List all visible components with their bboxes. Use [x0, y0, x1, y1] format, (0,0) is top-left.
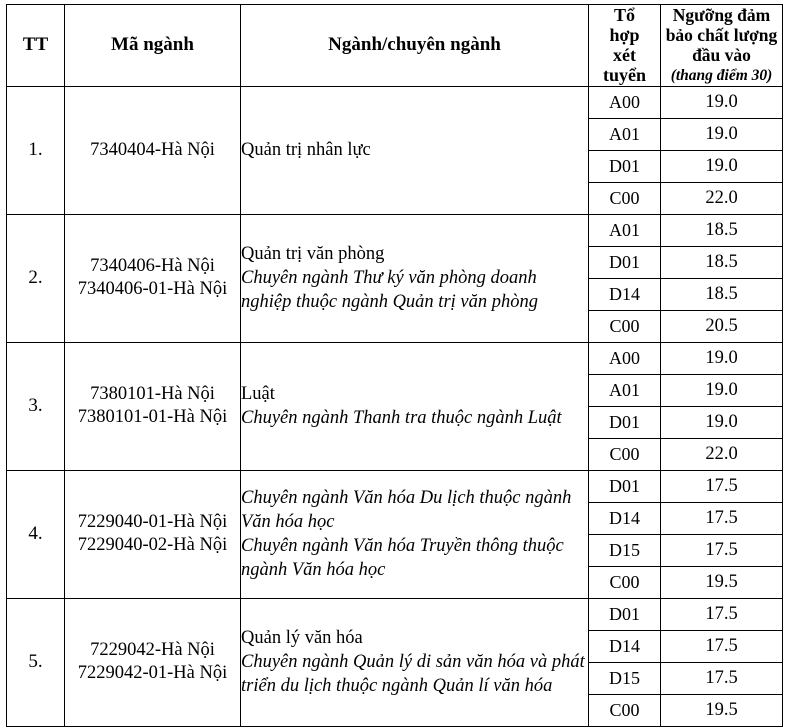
specialization-text: Chuyên ngành Quản lý di sản văn hóa và phát triển du lịch thuộc ngành Quản lí văn hóa [241, 652, 585, 697]
header-threshold-line-2: bảo chất lượng [665, 25, 778, 46]
row-index-cell: 4. [7, 470, 65, 598]
subject-group-cell: A01 [589, 214, 661, 246]
major-code-line: 7340404-Hà Nội [90, 139, 215, 160]
major-name-cell [241, 342, 589, 470]
subject-group-cell: A00 [589, 342, 661, 374]
threshold-score-cell: 17.5 [661, 534, 783, 566]
header-major: Ngành/chuyên ngành [241, 5, 589, 87]
major-name-cell [241, 214, 589, 342]
header-threshold-line-3: đầu vào [692, 44, 751, 65]
table-row [7, 86, 783, 118]
specialization-text: Chuyên ngành Văn hóa Truyền thông thuộc ngành Văn hóa học [241, 536, 564, 581]
threshold-score-cell: 18.5 [661, 246, 783, 278]
specialization-text: Chuyên ngành Thư ký văn phòng doanh nghiệp thuộc ngành Quản trị văn phòng [241, 268, 539, 313]
table-header [7, 5, 783, 87]
threshold-score-cell: 17.5 [661, 502, 783, 534]
subject-group-cell: A01 [589, 374, 661, 406]
header-tt: TT [7, 5, 65, 87]
subject-group-cell: D01 [589, 598, 661, 630]
table-row [7, 214, 783, 246]
threshold-score-cell: 19.0 [661, 86, 783, 118]
header-group-line-2: hợp [609, 25, 640, 46]
subject-group-cell: C00 [589, 566, 661, 598]
subject-group-cell: D14 [589, 278, 661, 310]
subject-group-cell: D01 [589, 150, 661, 182]
major-name-text: Quản trị văn phòng [241, 244, 385, 265]
threshold-score-cell: 19.0 [661, 374, 783, 406]
subject-group-cell: D15 [589, 534, 661, 566]
row-index-cell: 3. [7, 342, 65, 470]
subject-group-cell: D01 [589, 406, 661, 438]
major-code-line: 7229042-Hà Nội [90, 640, 215, 660]
subject-group-cell: A00 [589, 86, 661, 118]
threshold-score-cell: 19.0 [661, 118, 783, 150]
major-name-cell [241, 86, 589, 214]
row-index-cell: 2. [7, 214, 65, 342]
major-code-cell [65, 214, 241, 342]
major-code-line: 7340406-Hà Nội [90, 256, 215, 276]
threshold-score-cell: 17.5 [661, 630, 783, 662]
major-code-line: 7380101-01-Hà Nội [77, 407, 228, 428]
major-code-line: 7229040-01-Hà Nội [77, 512, 228, 532]
major-code-line: 7229040-02-Hà Nội [77, 535, 228, 556]
table-body [7, 86, 783, 726]
header-group [589, 5, 661, 87]
subject-group-cell: C00 [589, 182, 661, 214]
major-name-cell [241, 598, 589, 726]
major-name-text: Quản trị nhân lực [241, 140, 371, 161]
threshold-score-cell: 19.0 [661, 150, 783, 182]
header-threshold-line-1: Ngưỡng đảm [672, 5, 771, 26]
major-code-line: 7229042-01-Hà Nội [77, 663, 228, 684]
table-row [7, 342, 783, 374]
header-threshold-scale: (thang điểm 30) [670, 66, 773, 84]
major-name-cell [241, 470, 589, 598]
threshold-score-cell: 19.0 [661, 406, 783, 438]
threshold-score-cell: 22.0 [661, 182, 783, 214]
threshold-score-cell: 20.5 [661, 310, 783, 342]
major-code-cell [65, 470, 241, 598]
specialization-text: Chuyên ngành Thanh tra thuộc ngành Luật [241, 408, 562, 429]
header-row [7, 5, 783, 87]
threshold-score-cell: 19.0 [661, 342, 783, 374]
header-threshold [661, 5, 783, 87]
threshold-score-cell: 18.5 [661, 278, 783, 310]
major-code-cell [65, 86, 241, 214]
row-index-cell: 5. [7, 598, 65, 726]
subject-group-cell: D15 [589, 662, 661, 694]
threshold-score-cell: 19.5 [661, 566, 783, 598]
header-group-line-4: tuyển [602, 65, 646, 86]
subject-group-cell: D14 [589, 630, 661, 662]
threshold-score-cell: 17.5 [661, 470, 783, 502]
threshold-score-cell: 17.5 [661, 598, 783, 630]
major-code-line: 7380101-Hà Nội [90, 384, 215, 404]
table-row [7, 470, 783, 502]
subject-group-cell: D01 [589, 246, 661, 278]
threshold-score-cell: 18.5 [661, 214, 783, 246]
threshold-score-cell: 19.5 [661, 694, 783, 726]
row-index-cell: 1. [7, 86, 65, 214]
subject-group-cell: A01 [589, 118, 661, 150]
admission-threshold-table [6, 4, 783, 727]
major-code-cell [65, 598, 241, 726]
major-name-text: Quản lý văn hóa [241, 628, 363, 649]
major-name-text: Luật [241, 384, 275, 405]
threshold-score-cell: 22.0 [661, 438, 783, 470]
header-group-line-1: Tổ [613, 5, 635, 25]
header-group-line-3: xét [613, 45, 636, 66]
header-code: Mã ngành [65, 5, 241, 87]
major-code-line: 7340406-01-Hà Nội [77, 279, 228, 300]
subject-group-cell: C00 [589, 694, 661, 726]
major-code-cell [65, 342, 241, 470]
subject-group-cell: C00 [589, 438, 661, 470]
subject-group-cell: D01 [589, 470, 661, 502]
subject-group-cell: C00 [589, 310, 661, 342]
specialization-text: Chuyên ngành Văn hóa Du lịch thuộc ngành Văn hóa học [241, 488, 572, 533]
subject-group-cell: D14 [589, 502, 661, 534]
threshold-score-cell: 17.5 [661, 662, 783, 694]
table-row [7, 598, 783, 630]
